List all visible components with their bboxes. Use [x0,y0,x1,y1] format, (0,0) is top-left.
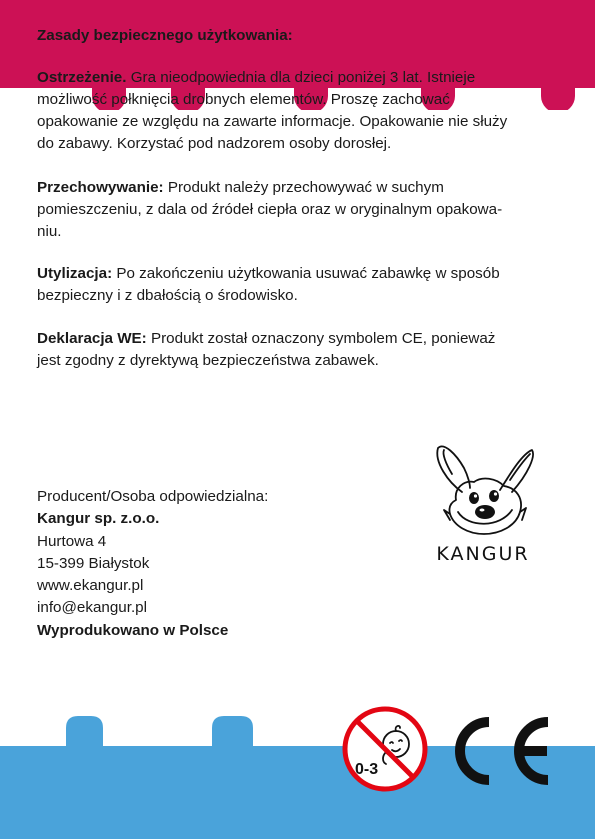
declaration-line: jest zgodny z dyrektywą bezpieczeństwa zabawek. [37,352,379,369]
disposal-line: bezpieczny i z dbałością o środowisko. [37,287,298,304]
ce-mark-icon [443,711,555,791]
producer-company: Kangur sp. z.o.o. [37,510,160,528]
warning-heading: Ostrzeżenie. [37,69,127,86]
producer-website: www.ekangur.pl [37,577,144,595]
storage-line: niu. [37,223,62,240]
declaration-section [37,328,567,372]
producer-label: Producent/Osoba odpowiedzialna: [37,488,269,505]
warning-line: do zabawy. Korzystać pod nadzorem osoby dorosłej. [37,135,392,152]
declaration-heading: Deklaracja WE: [37,330,147,347]
disposal-section [37,263,567,307]
disposal-line: Po zakończeniu użytkowania usuwać zabawkę w sposób [116,265,500,282]
brand-logo-text: KANGUR [436,543,530,565]
storage-section [37,177,567,243]
no-under-3-icon [342,706,428,792]
producer-email: info@ekangur.pl [37,599,147,617]
producer-city: 15-399 Białystok [37,554,150,572]
producer-block [37,486,268,642]
storage-line: pomieszczeniu, z dala od źródeł ciepła oraz w oryginalnym opakowa- [37,201,503,218]
warning-line: Gra nieodpowiednia dla dzieci poniżej 3 lat. Istnieje [130,69,476,86]
page-title: Zasady bezpiecznego użytkowania: [37,27,293,44]
age-warning-text: 0-3 [355,761,379,778]
storage-line: Produkt należy przechowywać w suchym [167,179,444,196]
warning-line: opakowanie ze względu na zawarte informacje. Opakowanie nie służy [37,113,508,130]
kangaroo-mascot-icon [430,440,540,544]
warning-section [37,67,567,155]
storage-heading: Przechowywanie: [37,179,164,196]
producer-street: Hurtowa 4 [37,532,107,550]
made-in-label: Wyprodukowano w Polsce [37,621,229,639]
declaration-line: Produkt został oznaczony symbolem CE, ponieważ [150,330,496,347]
warning-line: możliwość połknięcia drobnych elementów. Proszę zachować [37,91,450,108]
disposal-heading: Utylizacja: [37,265,113,282]
